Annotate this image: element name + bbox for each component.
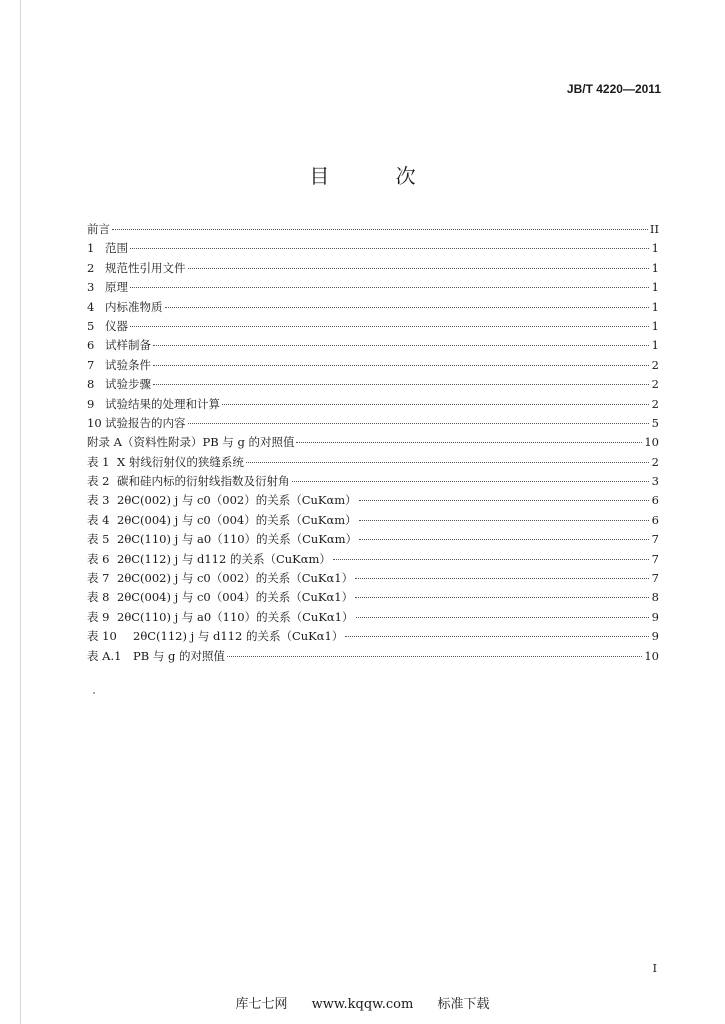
toc-entry-number: 2 — [87, 260, 95, 275]
toc-entry-number: 表 8 — [87, 590, 110, 605]
toc-entry-number: 表 7 — [87, 571, 110, 586]
toc-entry[interactable] — [87, 588, 659, 607]
toc-entry-label: 附录 A（资料性附录）PB 与 g 的对照值 — [87, 435, 295, 450]
toc-entry-label: 试验结果的处理和计算 — [105, 396, 220, 411]
toc-entry-page: 7 — [651, 551, 659, 566]
table-of-contents — [87, 220, 659, 666]
footer-url: www.kqqw.com — [311, 997, 414, 1012]
toc-entry[interactable] — [87, 278, 659, 297]
toc-entry-page: 1 — [651, 338, 659, 353]
toc-leader-dots — [153, 365, 649, 366]
toc-entry[interactable] — [87, 220, 659, 239]
toc-leader-dots — [356, 617, 650, 618]
toc-entry-number: 表 3 — [87, 493, 110, 508]
toc-entry-page: 8 — [651, 590, 659, 605]
toc-leader-dots — [355, 578, 649, 579]
toc-entry[interactable] — [87, 298, 659, 317]
toc-leader-dots — [130, 287, 649, 288]
toc-leader-dots — [333, 559, 649, 560]
toc-entry-label: 2θC(004) j 与 c0（004）的关系（CuKαm） — [117, 512, 357, 527]
toc-entry-label: 2θC(112) j 与 d112 的关系（CuKα1） — [133, 629, 344, 644]
toc-entry-page: 7 — [651, 532, 659, 547]
toc-entry[interactable] — [87, 259, 659, 278]
toc-entry-number: 6 — [87, 338, 95, 353]
toc-leader-dots — [153, 345, 649, 346]
toc-entry-page: 9 — [651, 629, 659, 644]
toc-entry[interactable] — [87, 317, 659, 336]
toc-entry-number: 8 — [87, 377, 95, 392]
toc-entry[interactable] — [87, 433, 659, 452]
toc-entry-page: II — [649, 222, 659, 236]
toc-entry-label: 规范性引用文件 — [105, 260, 186, 275]
toc-entry-page: 2 — [651, 396, 659, 411]
toc-entry-number: 表 1 — [87, 454, 110, 469]
toc-entry-page: 2 — [651, 357, 659, 372]
toc-entry-page: 7 — [651, 571, 659, 586]
toc-entry-number: 5 — [87, 318, 95, 333]
toc-leader-dots — [359, 520, 649, 521]
toc-entry-number: 9 — [87, 396, 95, 411]
toc-entry-label: 试样制备 — [105, 338, 151, 353]
toc-entry-label: 仪器 — [105, 318, 128, 333]
toc-leader-dots — [227, 656, 642, 657]
toc-entry-label: 2θC(110) j 与 a0（110）的关系（CuKα1） — [117, 609, 354, 624]
toc-entry-number: 4 — [87, 299, 95, 314]
toc-entry-label: 前言 — [87, 222, 110, 236]
toc-entry-number: 表 5 — [87, 532, 110, 547]
toc-entry[interactable] — [87, 511, 659, 530]
toc-leader-dots — [292, 481, 650, 482]
toc-entry[interactable] — [87, 239, 659, 258]
toc-entry-number: 1 — [87, 241, 95, 256]
toc-entry[interactable] — [87, 453, 659, 472]
toc-leader-dots — [130, 248, 649, 249]
toc-entry-page: 6 — [651, 512, 659, 527]
toc-entry[interactable] — [87, 395, 659, 414]
toc-entry[interactable] — [87, 550, 659, 569]
toc-entry[interactable] — [87, 608, 659, 627]
toc-leader-dots — [355, 597, 649, 598]
toc-leader-dots — [345, 636, 649, 637]
toc-entry-page: 1 — [651, 241, 659, 256]
page-title: 目 次 — [309, 164, 446, 188]
toc-entry[interactable] — [87, 569, 659, 588]
toc-entry-label: 原理 — [105, 280, 128, 295]
toc-entry[interactable] — [87, 491, 659, 510]
toc-entry-label: X 射线衍射仪的狭缝系统 — [117, 454, 244, 469]
toc-entry-number: 表 A.1 — [87, 648, 122, 663]
toc-entry-number: 表 2 — [87, 474, 110, 489]
toc-leader-dots — [359, 500, 649, 501]
toc-leader-dots — [188, 268, 650, 269]
footer-site-name: 库七七网 — [235, 997, 288, 1012]
toc-leader-dots — [130, 326, 649, 327]
toc-entry-number: 10 — [87, 415, 102, 430]
toc-entry-page: 1 — [651, 280, 659, 295]
toc-leader-dots — [222, 404, 649, 405]
toc-entry-label: 2θC(002) j 与 c0（002）的关系（CuKαm） — [117, 493, 357, 508]
toc-entry-page: 1 — [651, 260, 659, 275]
toc-entry-label: 试验报告的内容 — [105, 415, 186, 430]
toc-entry-label: 试验条件 — [105, 357, 151, 372]
toc-entry-label: 2θC(002) j 与 c0（002）的关系（CuKα1） — [117, 571, 354, 586]
toc-entry[interactable] — [87, 356, 659, 375]
toc-entry-label: 2θC(110) j 与 a0（110）的关系（CuKαm） — [117, 532, 358, 547]
toc-leader-dots — [153, 384, 649, 385]
page-number: I — [652, 962, 657, 975]
toc-leader-dots — [188, 423, 650, 424]
toc-entry[interactable] — [87, 336, 659, 355]
toc-entry-label: 试验步骤 — [105, 377, 151, 392]
toc-entry-number: 表 4 — [87, 512, 110, 527]
toc-leader-dots — [112, 229, 648, 230]
toc-entry-page: 1 — [651, 299, 659, 314]
toc-entry-page: 3 — [651, 474, 659, 489]
toc-entry[interactable] — [87, 375, 659, 394]
toc-entry-label: 范围 — [105, 241, 128, 256]
toc-entry-number: 表 9 — [87, 609, 110, 624]
footer-tagline: 标准下载 — [437, 997, 490, 1012]
toc-entry-label: 2θC(112) j 与 d112 的关系（CuKαm） — [117, 551, 331, 566]
toc-entry[interactable] — [87, 647, 659, 666]
toc-entry-page: 1 — [651, 318, 659, 333]
toc-entry[interactable] — [87, 414, 659, 433]
toc-leader-dots — [359, 539, 649, 540]
scan-edge-line — [20, 0, 21, 1024]
toc-entry-label: 碳和硅内标的衍射线指数及衍射角 — [117, 474, 290, 489]
scan-speck — [93, 692, 95, 694]
toc-entry[interactable] — [87, 530, 659, 549]
toc-entry-page: 10 — [644, 435, 659, 450]
toc-entry-number: 表 10 — [87, 629, 117, 644]
toc-entry-page: 9 — [651, 609, 659, 624]
toc-entry-number: 3 — [87, 280, 95, 295]
toc-entry-label: 2θC(004) j 与 c0（004）的关系（CuKα1） — [117, 590, 354, 605]
toc-entry-page: 10 — [644, 648, 659, 663]
standard-code: JB/T 4220—2011 — [566, 82, 661, 96]
toc-entry[interactable] — [87, 627, 659, 646]
toc-leader-dots — [165, 307, 650, 308]
toc-leader-dots — [296, 442, 642, 443]
toc-entry-number: 7 — [87, 357, 95, 372]
toc-entry-page: 2 — [651, 377, 659, 392]
toc-entry[interactable] — [87, 472, 659, 491]
toc-leader-dots — [246, 462, 649, 463]
toc-entry-number: 表 6 — [87, 551, 110, 566]
toc-entry-label: PB 与 g 的对照值 — [133, 648, 226, 663]
toc-entry-page: 6 — [651, 493, 659, 508]
toc-entry-page: 5 — [651, 415, 659, 430]
toc-entry-label: 内标准物质 — [105, 299, 163, 314]
footer-watermark — [0, 993, 725, 1012]
toc-entry-page: 2 — [651, 454, 659, 469]
